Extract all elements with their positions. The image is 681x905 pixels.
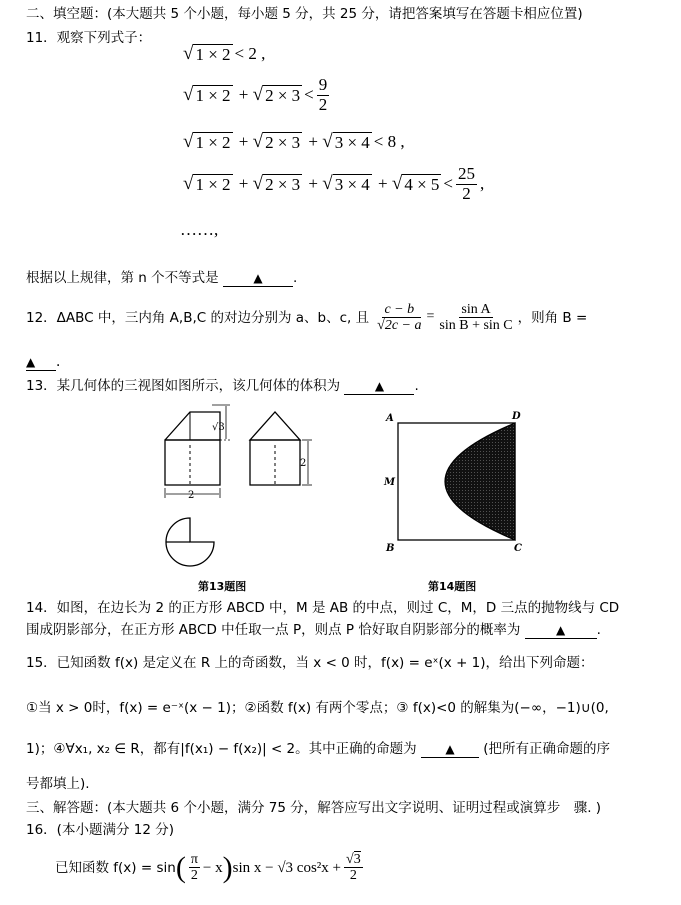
q15-line4: 号都填上). [26, 776, 90, 792]
q13-three-views-diagram [150, 400, 330, 580]
q14-label-b: B [386, 543, 395, 554]
q15-line2: ①当 x > 0时，f(x) = e⁻ˣ(x − 1)；②函数 f(x) 有两个零点；③ f(x)<0 的解集为(−∞，−1)∪(0, [26, 700, 609, 716]
q14-caption: 第14题图 [428, 580, 477, 593]
q14-label-a: A [386, 413, 394, 424]
q13-text: 13．某几何体的三视图如图所示，该几何体的体积为 [26, 378, 341, 394]
q13-answer-blank[interactable] [344, 378, 414, 395]
q11-intro: 11．观察下列式子： [26, 30, 152, 46]
q14-line2: 围成阴影部分，在正方形 ABCD 中任取一点 P，则点 P 恰好取自阴影部分的概率为 ▲ . [26, 622, 601, 638]
q14-line1: 14．如图，在边长为 2 的正方形 ABCD 中，M 是 AB 的中点，则过 C，M，D 三点的抛物线与 CD [26, 600, 620, 616]
q13-dim-2-side: 2 [300, 458, 307, 469]
q14-answer-blank[interactable] [525, 622, 597, 639]
q16-pi: π [190, 852, 198, 867]
q13-line: 13．某几何体的三视图如图所示，该几何体的体积为 ▲ . [26, 378, 419, 394]
q14-label-m: M [384, 477, 396, 488]
q12-rhs-den: sin B + sin C [439, 318, 513, 334]
q15-line1: 15．已知函数 f(x) 是定义在 R 上的奇函数，当 x < 0 时，f(x) = eˣ(x + 1)，给出下列命题： [26, 655, 594, 671]
answer-triangle-icon: ▲ [556, 623, 566, 637]
q15-line3a: 1)；④∀x₁, x₂ ∈ R，都有|f(x₁) − f(x₂)| < 2。其中正确的命题为 [26, 741, 417, 757]
q14-label-c: C [514, 543, 522, 554]
q16-sqrt3: 3 [353, 852, 361, 867]
q12-text-a: 12．ΔABC 中，三内角 A,B,C 的对边分别为 a、b、c, 且 [26, 309, 370, 326]
q12-rhs-num: sin A [461, 302, 491, 317]
q12-lhs-num: c − b [384, 302, 415, 317]
q11-dots: ……, [180, 220, 219, 239]
section2-header: 二、填空题：(本大题共 5 个小题，每小题 5 分，共 25 分，请把答案填写在答题卡相应位置) [26, 6, 583, 22]
q12-lhs-den: 2c − a [384, 318, 422, 334]
q16-title: 16．(本小题满分 12 分) [26, 822, 174, 838]
q11-ineq-4: √ 1 × 2 + √ 2 × 3 + √ 3 × 4 + √ 4 × 5 < $\frac{25}{2}$ , [183, 164, 485, 203]
q11-ineq-1: √ 1 × 2 < 2 , [183, 43, 266, 64]
q13-dim-sqrt3: √3 [212, 422, 225, 433]
q15-line3 [26, 741, 610, 758]
q13-caption: 第13题图 [198, 580, 247, 593]
q15-answer-blank[interactable] [421, 741, 479, 758]
q11-ineq-3: √ 1 × 2 + √ 2 × 3 + √ 3 × 4 < 8 , [183, 131, 405, 152]
q16-two: 2 [190, 868, 198, 884]
q14-label-d: D [512, 411, 521, 422]
answer-triangle-icon: ▲ [26, 355, 36, 369]
q11-answer-blank[interactable] [223, 270, 293, 287]
q14-square-diagram [380, 405, 530, 555]
answer-triangle-icon: ▲ [374, 379, 385, 393]
q14-line2-text: 围成阴影部分，在正方形 ABCD 中任取一点 P，则点 P 恰好取自阴影部分的概率为 [26, 622, 521, 638]
q12-line: 12．ΔABC 中，三内角 A,B,C 的对边分别为 a、b、c, 且 $\frac{c - b}{√2c - a}$ = $\frac{\text{sin A}}{\text{sin B + sin C}}$ ，则角 B = [26, 302, 588, 334]
q15-line3b: (把所有正确命题的序 [483, 741, 611, 757]
q13-dim-2-bottom: 2 [188, 490, 195, 501]
q12-text-b: ，则角 B = [517, 309, 588, 326]
q11-rule: 根据以上规律，第 n 个不等式是 ▲ . [26, 270, 298, 286]
q16-two-b: 2 [349, 868, 357, 884]
q16-function: 已知函数 f(x) = sin ( $\frac{\pi}{2}$ − x ) sin x − √3 cos²x + $\frac{√3}{2}$ [55, 850, 361, 884]
section3-header: 三、解答题：(本大题共 6 个小题，满分 75 分，解答应写出文字说明、证明过程或演算步 骤. ) [26, 800, 602, 816]
answer-triangle-icon: ▲ [445, 742, 455, 756]
q16-mid: sin x − √3 cos²x + [232, 859, 342, 876]
q16-minus-x: − x [202, 859, 223, 876]
q12-answer-blank[interactable]: ▲ . [26, 354, 61, 370]
q11-ineq-2: √ 1 × 2 + √ 2 × 3 < $\frac{9}{2}$ [183, 75, 328, 114]
q16-text: 已知函数 f(x) = sin [55, 859, 176, 876]
answer-triangle-icon: ▲ [253, 271, 263, 285]
q11-rule-text: 根据以上规律，第 n 个不等式是 [26, 270, 219, 286]
